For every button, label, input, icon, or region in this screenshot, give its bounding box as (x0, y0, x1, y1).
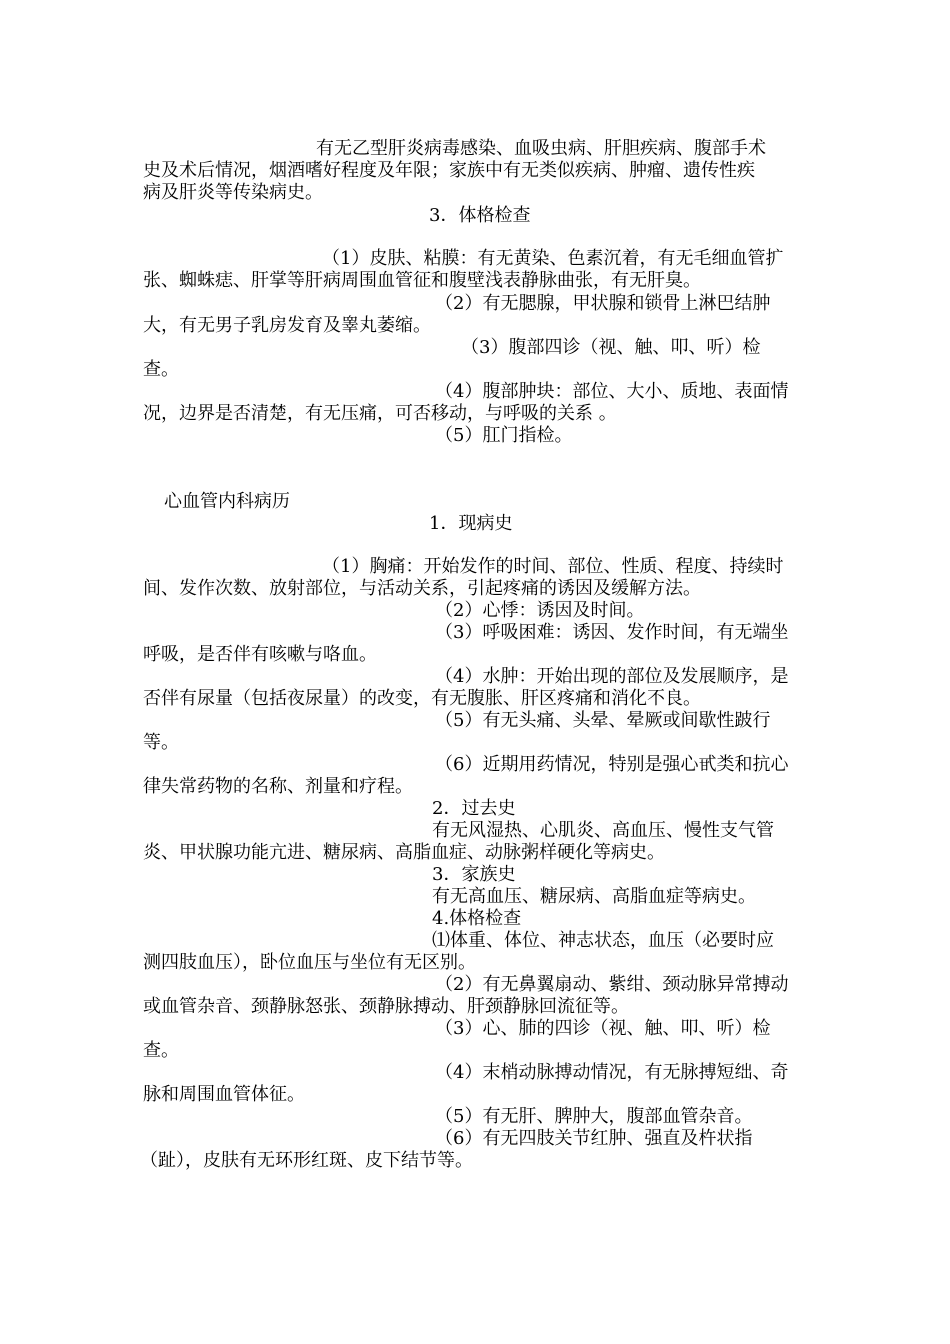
liver-exam-item-3-line-1: （3）腹部四诊（视、触、叩、听）检 (461, 337, 761, 358)
cardio-present-item-3-line-2: 呼吸，是否伴有咳嗽与咯血。 (143, 644, 377, 665)
liver-exam-item-1-line-2: 张、蜘蛛痣、肝掌等肝病周围血管征和腹壁浅表静脉曲张，有无肝臭。 (143, 270, 701, 291)
liver-exam-item-4-line-2: 况，边界是否清楚，有无压痛，可否移动，与呼吸的关系 。 (143, 403, 617, 424)
liver-past-history-line-2: 史及术后情况，烟酒嗜好程度及年限；家族中有无类似疾病、肿瘤、遗传性疾 (143, 160, 755, 181)
cardio-exam-item-1-line-2: 测四肢血压），卧位血压与坐位有无区别。 (143, 952, 476, 973)
cardio-present-item-6-line-1: （6）近期用药情况，特别是强心甙类和抗心 (435, 754, 789, 775)
cardio-exam-item-1-line-1: ⑴体重、体位、神志状态，血压（必要时应 (432, 930, 774, 951)
liver-exam-item-5: （5）肛门指检。 (435, 425, 573, 446)
liver-exam-item-1-line-1: （1）皮肤、粘膜：有无黄染、色素沉着，有无毛细血管扩 (322, 248, 784, 269)
cardio-present-item-3-line-1: （3）呼吸困难：诱因、发作时间，有无端坐 (435, 622, 789, 643)
cardio-present-item-5-line-1: （5）有无头痛、头晕、晕厥或间歇性跛行 (435, 710, 771, 731)
cardio-exam-item-4-line-2: 脉和周围血管体征。 (143, 1084, 305, 1105)
cardio-past-history-heading: 2．过去史 (432, 798, 516, 819)
cardio-present-item-1-line-1: （1）胸痛：开始发作的时间、部位、性质、程度、持续时 (322, 556, 784, 577)
cardio-present-item-1-line-2: 间、发作次数、放射部位，与活动关系，引起疼痛的诱因及缓解方法。 (143, 578, 701, 599)
cardio-past-history-line-2: 炎、甲状腺功能亢进、糖尿病、高脂血症、动脉粥样硬化等病史。 (143, 842, 665, 863)
cardio-present-item-2: （2）心悸：诱因及时间。 (435, 600, 645, 621)
cardio-present-item-4-line-1: （4）水肿：开始出现的部位及发展顺序，是 (435, 666, 789, 687)
cardio-present-item-6-line-2: 律失常药物的名称、剂量和疗程。 (143, 776, 413, 797)
cardio-present-item-4-line-2: 否伴有尿量（包括夜尿量）的改变，有无腹胀、肝区疼痛和消化不良。 (143, 688, 701, 709)
cardio-past-history-line-1: 有无风湿热、心肌炎、高血压、慢性支气管 (432, 820, 774, 841)
liver-exam-item-4-line-1: （4）腹部肿块：部位、大小、质地、表面情 (435, 381, 789, 402)
liver-past-history-line-3: 病及肝炎等传染病史。 (143, 182, 323, 203)
cardio-section-title: 心血管内科病历 (164, 491, 290, 512)
cardio-family-history-text: 有无高血压、糖尿病、高脂血症等病史。 (432, 886, 756, 907)
cardio-present-history-heading: 1．现病史 (429, 513, 513, 534)
cardio-exam-item-6-line-2: （趾），皮肤有无环形红斑、皮下结节等。 (140, 1150, 473, 1171)
cardio-exam-item-6-line-1: （6）有无四肢关节红肿、强直及杵状指 (435, 1128, 753, 1149)
cardio-exam-item-5: （5）有无肝、脾肿大，腹部血管杂音。 (435, 1106, 753, 1127)
liver-exam-item-2-line-1: （2）有无腮腺，甲状腺和锁骨上淋巴结肿 (435, 293, 771, 314)
cardio-exam-item-3-line-2: 查。 (143, 1040, 179, 1061)
cardio-exam-item-2-line-1: （2）有无鼻翼扇动、紫绀、颈动脉异常搏动 (435, 974, 789, 995)
cardio-exam-item-4-line-1: （4）末梢动脉搏动情况，有无脉搏短绌、奇 (435, 1062, 789, 1083)
cardio-present-item-5-line-2: 等。 (143, 732, 179, 753)
liver-exam-item-2-line-2: 大，有无男子乳房发育及睾丸萎缩。 (143, 315, 431, 336)
cardio-exam-heading: 4.体格检查 (432, 908, 522, 929)
cardio-exam-item-3-line-1: （3）心、肺的四诊（视、触、叩、听）检 (435, 1018, 771, 1039)
liver-exam-item-3-line-2: 查。 (143, 359, 179, 380)
cardio-exam-item-2-line-2: 或血管杂音、颈静脉怒张、颈静脉搏动、肝颈静脉回流征等。 (143, 996, 629, 1017)
liver-past-history-line-1: 有无乙型肝炎病毒感染、血吸虫病、肝胆疾病、腹部手术 (316, 138, 766, 159)
cardio-family-history-heading: 3．家族史 (432, 864, 516, 885)
liver-exam-heading: 3．体格检查 (429, 205, 531, 226)
